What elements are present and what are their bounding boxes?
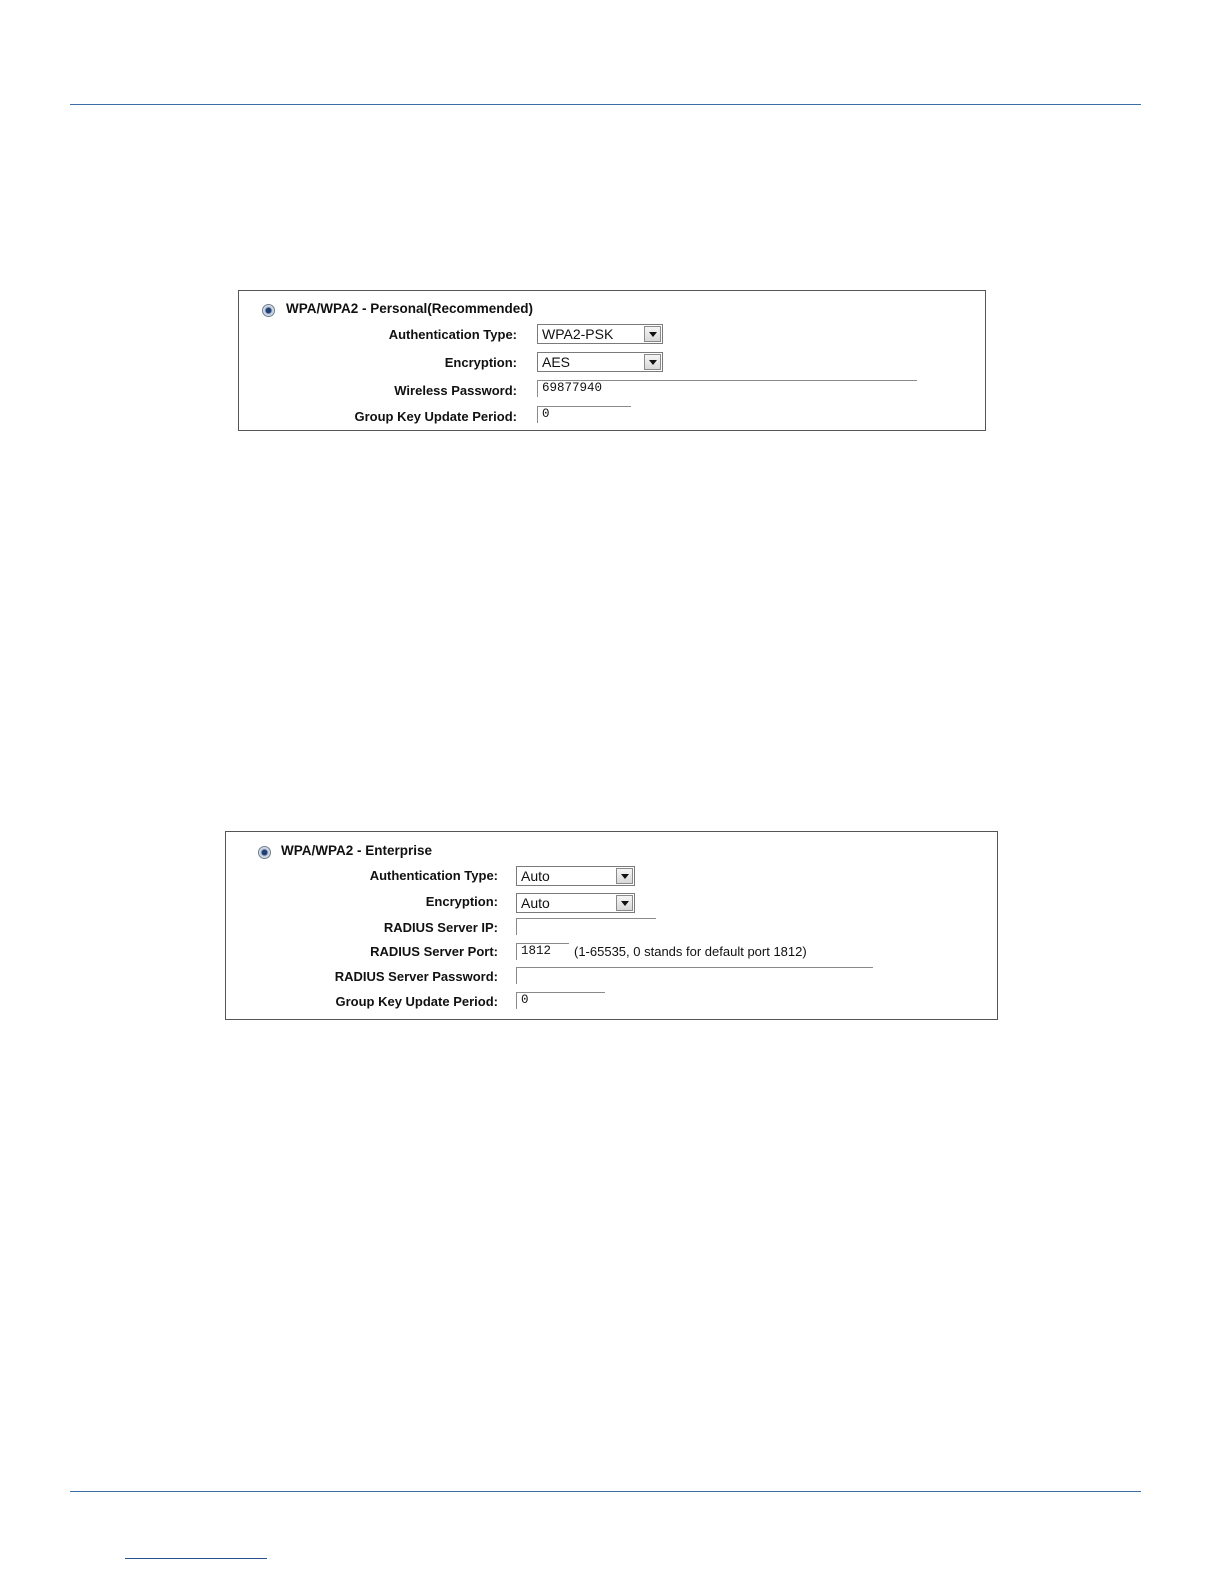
ent-encryption-select[interactable] — [516, 893, 635, 913]
ent-auth-type-select[interactable] — [516, 866, 635, 886]
footer-link-underline — [125, 1558, 267, 1559]
footer-rule — [70, 1491, 1141, 1492]
radius-port-label: RADIUS Server Port: — [370, 944, 498, 959]
radius-ip-label: RADIUS Server IP: — [383, 920, 498, 935]
chevron-down-icon[interactable] — [616, 868, 633, 884]
auth-type-select[interactable] — [537, 324, 663, 344]
header-rule — [70, 104, 1141, 105]
encryption-select[interactable] — [537, 352, 663, 372]
chevron-down-icon[interactable] — [644, 354, 661, 370]
chevron-down-icon[interactable] — [616, 895, 633, 911]
wpa-personal-radio[interactable] — [262, 304, 275, 317]
chevron-down-icon[interactable] — [644, 326, 661, 342]
radius-password-field[interactable] — [516, 967, 873, 984]
wpa-enterprise-panel — [225, 831, 998, 1020]
wireless-password-label: Wireless Password: — [394, 383, 517, 398]
auth-type-label: Authentication Type: — [388, 327, 517, 342]
radius-port-hint: (1-65535, 0 stands for default port 1812) — [574, 944, 807, 959]
group-key-field[interactable]: 0 — [537, 406, 631, 423]
group-key-label: Group Key Update Period: — [354, 409, 517, 424]
radius-ip-field[interactable] — [516, 918, 656, 935]
ent-encryption-value: Auto — [521, 895, 550, 911]
ent-auth-type-label: Authentication Type: — [369, 868, 498, 883]
encryption-label: Encryption: — [444, 355, 517, 370]
wireless-password-field[interactable]: 69877940 — [537, 380, 917, 397]
radius-password-label: RADIUS Server Password: — [334, 969, 498, 984]
radius-port-field[interactable]: 1812 — [516, 943, 569, 960]
encryption-value: AES — [542, 354, 571, 370]
ent-encryption-label: Encryption: — [425, 894, 498, 909]
wpa-personal-title: WPA/WPA2 - Personal(Recommended) — [286, 301, 534, 316]
ent-auth-type-value: Auto — [521, 868, 550, 884]
wpa-personal-panel — [238, 290, 986, 431]
ent-group-key-label: Group Key Update Period: — [335, 994, 498, 1009]
ent-group-key-field[interactable]: 0 — [516, 992, 605, 1009]
wpa-enterprise-radio[interactable] — [258, 846, 271, 859]
auth-type-value: WPA2-PSK — [542, 326, 614, 342]
wpa-enterprise-title: WPA/WPA2 - Enterprise — [281, 843, 433, 858]
